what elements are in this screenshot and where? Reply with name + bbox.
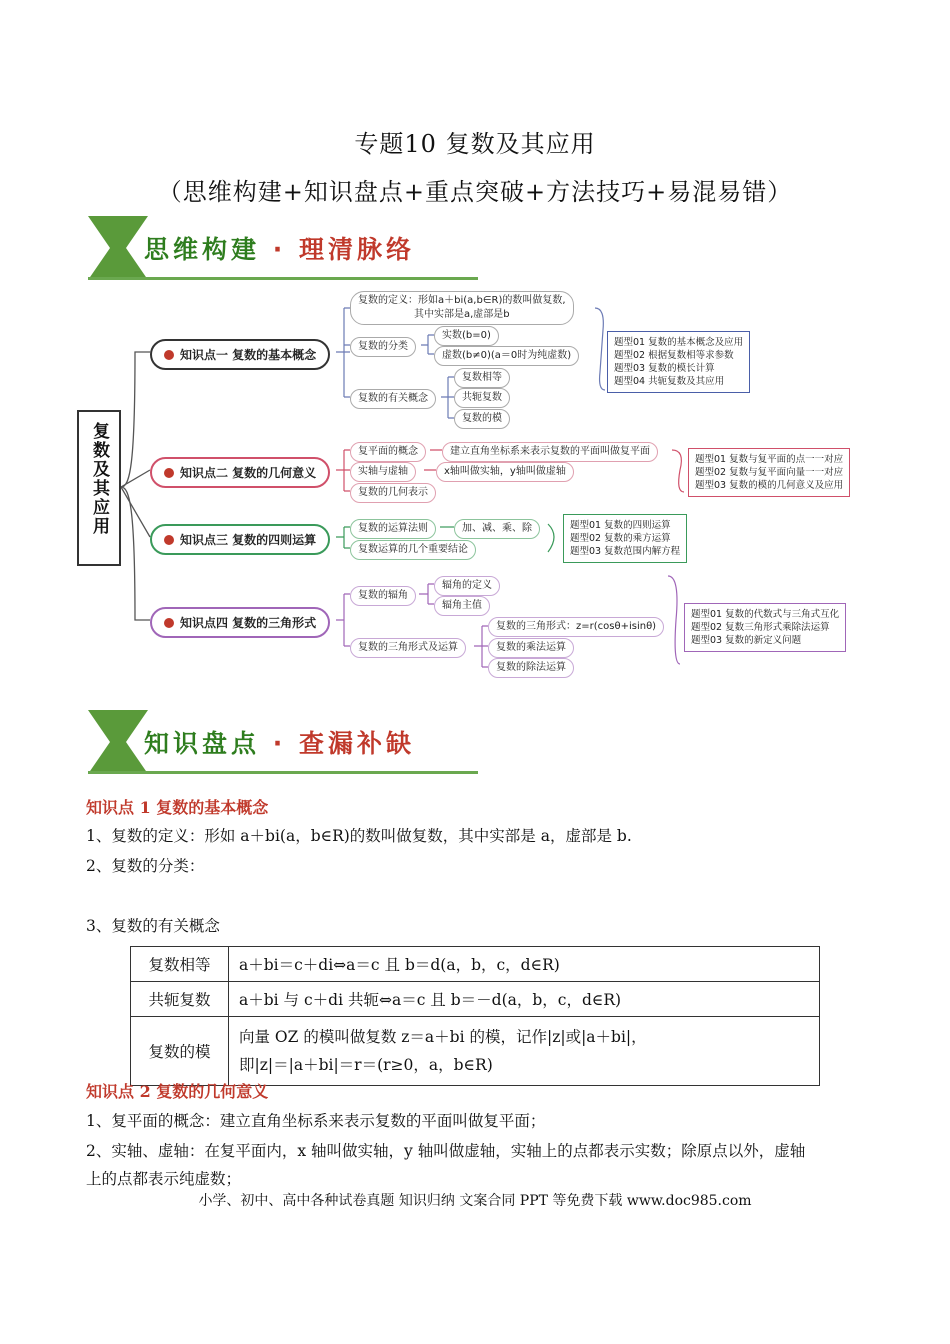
kp3-label: 知识点三 复数的四则运算 (180, 533, 317, 547)
table-key: 复数相等 (131, 947, 229, 982)
kp2-type: 题型01 复数与复平面的点一一对应 (695, 454, 844, 465)
kp3-conclusions: 复数运算的几个重要结论 (350, 540, 476, 560)
kp1-imag: 虚数(b≠0)(a＝0时为纯虚数) (434, 346, 579, 366)
kp2-axes: 实轴与虚轴 (350, 462, 416, 482)
kp1-related: 复数的有关概念 (350, 389, 436, 409)
kp3-rules: 复数的运算法则 (350, 519, 436, 539)
section2-p2a: 2、实轴、虚轴：在复平面内，x 轴叫做实轴，y 轴叫做虚轴，实轴上的点都表示实数；除原点以外，虚轴 (86, 1142, 806, 1160)
banner-dot: · (272, 235, 287, 264)
banner-knowledge (88, 710, 478, 774)
kp2-type: 题型03 复数的模的几何意义及应用 (695, 480, 844, 491)
kp1-classification: 复数的分类 (350, 337, 416, 357)
kp1-type: 题型01 复数的基本概念及应用 (614, 337, 744, 348)
kp3-ops: 加、减、乘、除 (454, 519, 540, 539)
kp4-trig-form: 复数的三角形式：z=r(cosθ+isinθ) (488, 617, 664, 637)
banner-mind-map (88, 216, 478, 280)
section2-p1: 1、复平面的概念：建立直角坐标系来表示复数的平面叫做复平面； (86, 1112, 546, 1130)
table-key: 复数的模 (131, 1017, 229, 1086)
kp2-axes-desc: x轴叫做实轴，y轴叫做虚轴 (436, 462, 574, 482)
table-key: 共轭复数 (131, 982, 229, 1017)
kp3-types (563, 514, 687, 563)
banner-left-text: 思维构建 (144, 235, 261, 264)
section1-heading: 知识点 1 复数的基本概念 (86, 798, 269, 817)
section2-heading: 知识点 2 复数的几何意义 (86, 1082, 269, 1101)
kp4-arg-main: 辐角主值 (434, 596, 490, 616)
star-icon (164, 618, 174, 628)
table-value (229, 1017, 820, 1086)
kp3-node (150, 524, 330, 555)
kp4-types (684, 603, 846, 652)
kp4-arg-def: 辐角的定义 (434, 576, 500, 596)
kp3-type: 题型01 复数的四则运算 (570, 520, 671, 531)
banner-right-text: 理清脉络 (298, 235, 415, 264)
section2-p2b: 上的点都表示纯虚数； (86, 1170, 242, 1188)
kp1-definition (350, 291, 574, 325)
table-value: a＋bi 与 c＋di 共轭⇔a＝c 且 b＝－d(a，b，c，d∈R) (229, 982, 820, 1017)
kp3-type: 题型02 复数的乘方运算 (570, 533, 671, 544)
banner-chevron-icon (88, 710, 148, 774)
page-title: 专题10 复数及其应用 (354, 130, 596, 158)
kp1-definition-line1: 复数的定义：形如a＋bi(a,b∈R)的数叫做复数, (358, 295, 566, 306)
kp1-modulus: 复数的模 (454, 409, 510, 429)
footer-text: 小学、初中、高中各种试卷真题 知识归纳 文案合同 PPT 等免费下载 www.doc985.com (198, 1193, 752, 1209)
banner-chevron-icon (88, 216, 148, 280)
section1-p3: 3、复数的有关概念 (86, 917, 220, 935)
kp1-definition-line2: 其中实部是a,虚部是b (413, 309, 510, 320)
kp1-real: 实数(b=0) (434, 326, 499, 346)
section1-p1: 1、复数的定义：形如 a＋bi(a，b∈R)的数叫做复数，其中实部是 a，虚部是 b. (86, 827, 632, 845)
kp3-type: 题型03 复数范围内解方程 (570, 546, 681, 557)
kp1-type: 题型02 根据复数相等求参数 (614, 350, 734, 361)
kp2-plane-desc: 建立直角坐标系来表示复数的平面叫做复平面 (442, 442, 658, 462)
kp4-trig-ops: 复数的三角形式及运算 (350, 638, 466, 658)
kp1-types (607, 331, 750, 393)
kp2-node (150, 457, 330, 488)
kp4-type: 题型01 复数的代数式与三角式互化 (691, 609, 840, 620)
table-row (131, 1017, 820, 1086)
kp4-type: 题型03 复数的新定义问题 (691, 635, 802, 646)
kp2-types (688, 448, 850, 497)
table-value-line: 向量 OZ 的模叫做复数 z＝a＋bi 的模，记作|z|或|a＋bi|， (239, 1028, 647, 1046)
kp2-label: 知识点二 复数的几何意义 (180, 466, 317, 480)
kp4-mul: 复数的乘法运算 (488, 638, 574, 658)
kp4-type: 题型02 复数三角形式乘除法运算 (691, 622, 830, 633)
section1-p2: 2、复数的分类： (86, 857, 205, 875)
kp1-node (150, 339, 330, 370)
star-icon (164, 468, 174, 478)
root-text: 复数及其应用 (89, 422, 109, 536)
table-row (131, 947, 820, 982)
table-value-line: 即|z|＝|a＋bi|＝r＝(r≥0，a，b∈R) (239, 1056, 493, 1074)
kp4-arg: 复数的辐角 (350, 586, 416, 606)
banner-dot: · (272, 729, 287, 758)
kp1-conjugate: 共轭复数 (454, 388, 510, 408)
concept-table (130, 946, 820, 1086)
banner-left-text: 知识盘点 (144, 729, 261, 758)
star-icon (164, 535, 174, 545)
star-icon (164, 350, 174, 360)
mindmap-root (77, 410, 121, 566)
kp4-label: 知识点四 复数的三角形式 (180, 616, 317, 630)
kp4-div: 复数的除法运算 (488, 658, 574, 678)
page-subtitle: （思维构建+知识盘点+重点突破+方法技巧+易混易错） (157, 178, 793, 206)
kp1-type: 题型04 共轭复数及其应用 (614, 376, 725, 387)
kp1-label: 知识点一 复数的基本概念 (180, 348, 317, 362)
kp2-geo: 复数的几何表示 (350, 483, 436, 503)
kp4-node (150, 607, 330, 638)
kp2-plane: 复平面的概念 (350, 442, 426, 462)
kp2-type: 题型02 复数与复平面向量一一对应 (695, 467, 844, 478)
kp1-type: 题型03 复数的模长计算 (614, 363, 715, 374)
kp1-equal: 复数相等 (454, 368, 510, 388)
table-row (131, 982, 820, 1017)
banner-right-text: 查漏补缺 (298, 729, 415, 758)
table-value: a＋bi＝c＋di⇔a＝c 且 b＝d(a，b，c，d∈R) (229, 947, 820, 982)
